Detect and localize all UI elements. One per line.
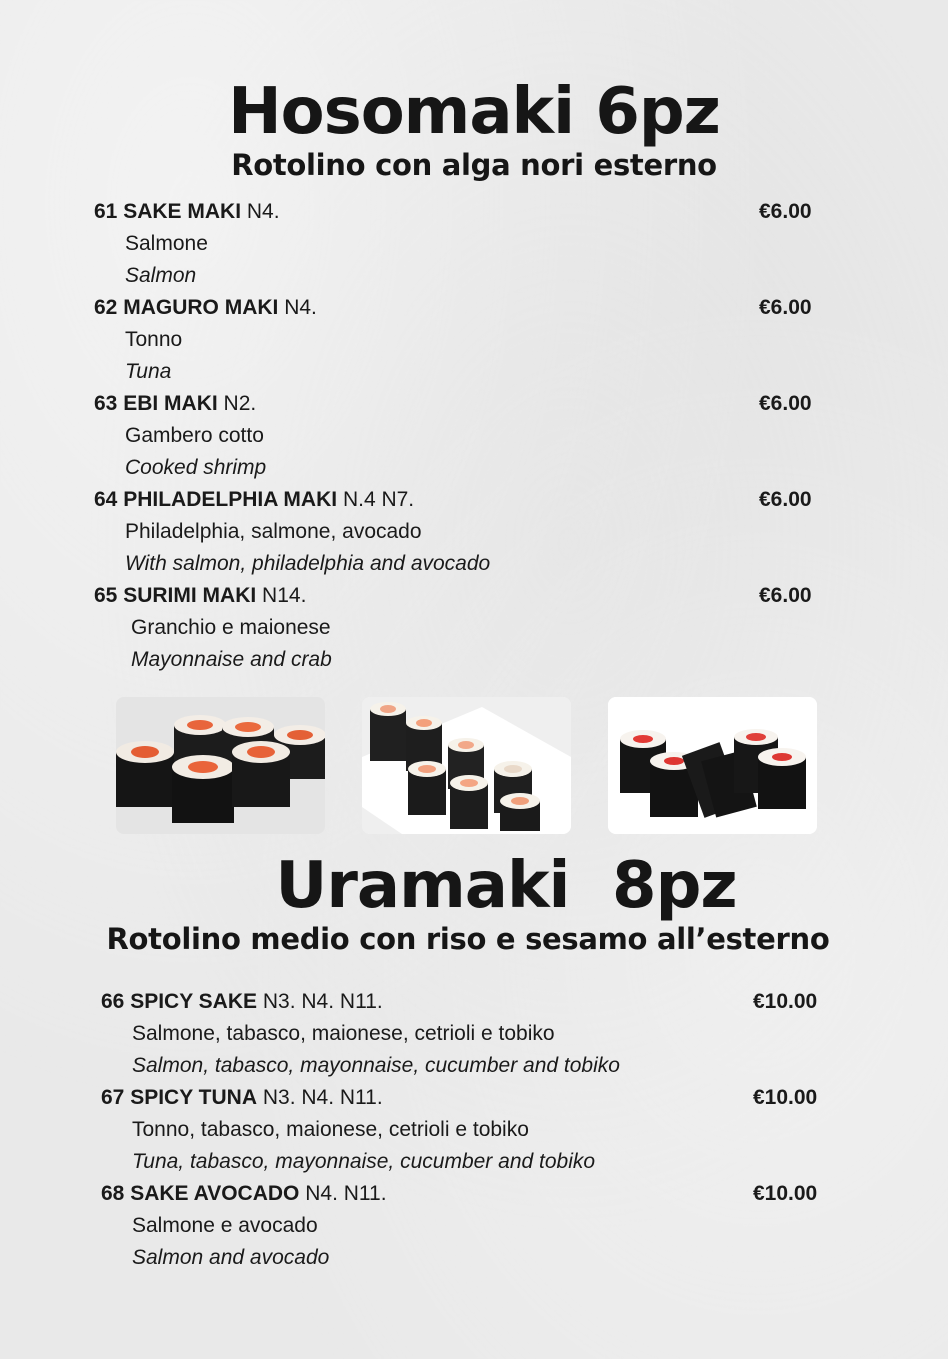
item-allergens: N3. N4. N11.	[262, 990, 383, 1013]
item-number: 67	[101, 1086, 125, 1109]
item-name: SAKE AVOCADO	[130, 1182, 300, 1205]
item-name: SPICY SAKE	[130, 990, 258, 1013]
menu-item-64	[94, 484, 854, 580]
item-description-it: Salmone, tabasco, maionese, cetrioli e tobiko	[132, 1022, 555, 1045]
item-allergens: N3. N4. N11.	[262, 1086, 383, 1109]
item-price: €6.00	[759, 488, 812, 511]
item-name: SAKE MAKI	[123, 200, 242, 223]
item-description-it: Gambero cotto	[125, 424, 264, 447]
shrimp-maki-photo	[362, 697, 571, 834]
item-price: €10.00	[753, 1182, 818, 1205]
item-name: SPICY TUNA	[130, 1086, 258, 1109]
item-allergens: N.4 N7.	[342, 488, 415, 511]
item-description-en: Tuna, tabasco, mayonnaise, cucumber and tobiko	[132, 1150, 596, 1173]
item-number: 63	[94, 392, 118, 415]
menu-item-62	[94, 292, 854, 388]
item-price: €6.00	[759, 296, 812, 319]
uramaki-title: Uramaki 8pz	[275, 849, 737, 923]
item-description-it: Tonno, tabasco, maionese, cetrioli e tobiko	[132, 1118, 529, 1141]
item-name: SURIMI MAKI	[123, 584, 257, 607]
menu-item-66	[101, 986, 861, 1082]
item-allergens: N14.	[262, 584, 307, 607]
item-description-en: Cooked shrimp	[125, 456, 267, 479]
menu-item-61	[94, 196, 854, 292]
item-price: €6.00	[759, 584, 812, 607]
item-name: PHILADELPHIA MAKI	[123, 488, 338, 511]
item-allergens: N2.	[223, 392, 257, 415]
item-description-en: Salmon and avocado	[132, 1246, 330, 1269]
item-description-it: Granchio e maionese	[131, 616, 331, 639]
item-description-en: Tuna	[125, 360, 172, 383]
item-allergens: N4. N11.	[305, 1182, 387, 1205]
item-description-it: Salmone	[125, 232, 208, 255]
item-description-en: Salmon	[125, 264, 197, 287]
item-description-it: Salmone e avocado	[132, 1214, 318, 1237]
item-number: 68	[101, 1182, 125, 1205]
item-price: €6.00	[759, 200, 812, 223]
menu-item-63	[94, 388, 854, 484]
menu-item-68	[101, 1178, 861, 1274]
item-price: €6.00	[759, 392, 812, 415]
item-number: 65	[94, 584, 118, 607]
item-price: €10.00	[753, 1086, 818, 1109]
uramaki-subtitle: Rotolino medio con riso e sesamo all’esterno	[106, 922, 830, 956]
item-name: EBI MAKI	[123, 392, 218, 415]
item-description-en: Salmon, tabasco, mayonnaise, cucumber and tobiko	[132, 1054, 620, 1077]
item-description-en: With salmon, philadelphia and avocado	[125, 552, 491, 575]
surimi-maki-photo	[608, 697, 817, 834]
menu-item-65	[94, 580, 854, 676]
item-allergens: N4.	[246, 200, 280, 223]
item-description-it: Tonno	[125, 328, 183, 351]
item-description-it: Philadelphia, salmone, avocado	[125, 520, 422, 543]
item-name: MAGURO MAKI	[123, 296, 279, 319]
item-number: 62	[94, 296, 118, 319]
item-number: 66	[101, 990, 125, 1013]
item-number: 61	[94, 200, 118, 223]
hosomaki-subtitle: Rotolino con alga nori esterno	[231, 148, 717, 182]
item-description-en: Mayonnaise and crab	[131, 648, 332, 671]
item-allergens: N4.	[284, 296, 317, 319]
item-price: €10.00	[753, 990, 818, 1013]
item-number: 64	[94, 488, 118, 511]
salmon-maki-photo	[116, 697, 325, 834]
hosomaki-title: Hosomaki 6pz	[228, 75, 720, 149]
menu-item-67	[101, 1082, 861, 1178]
